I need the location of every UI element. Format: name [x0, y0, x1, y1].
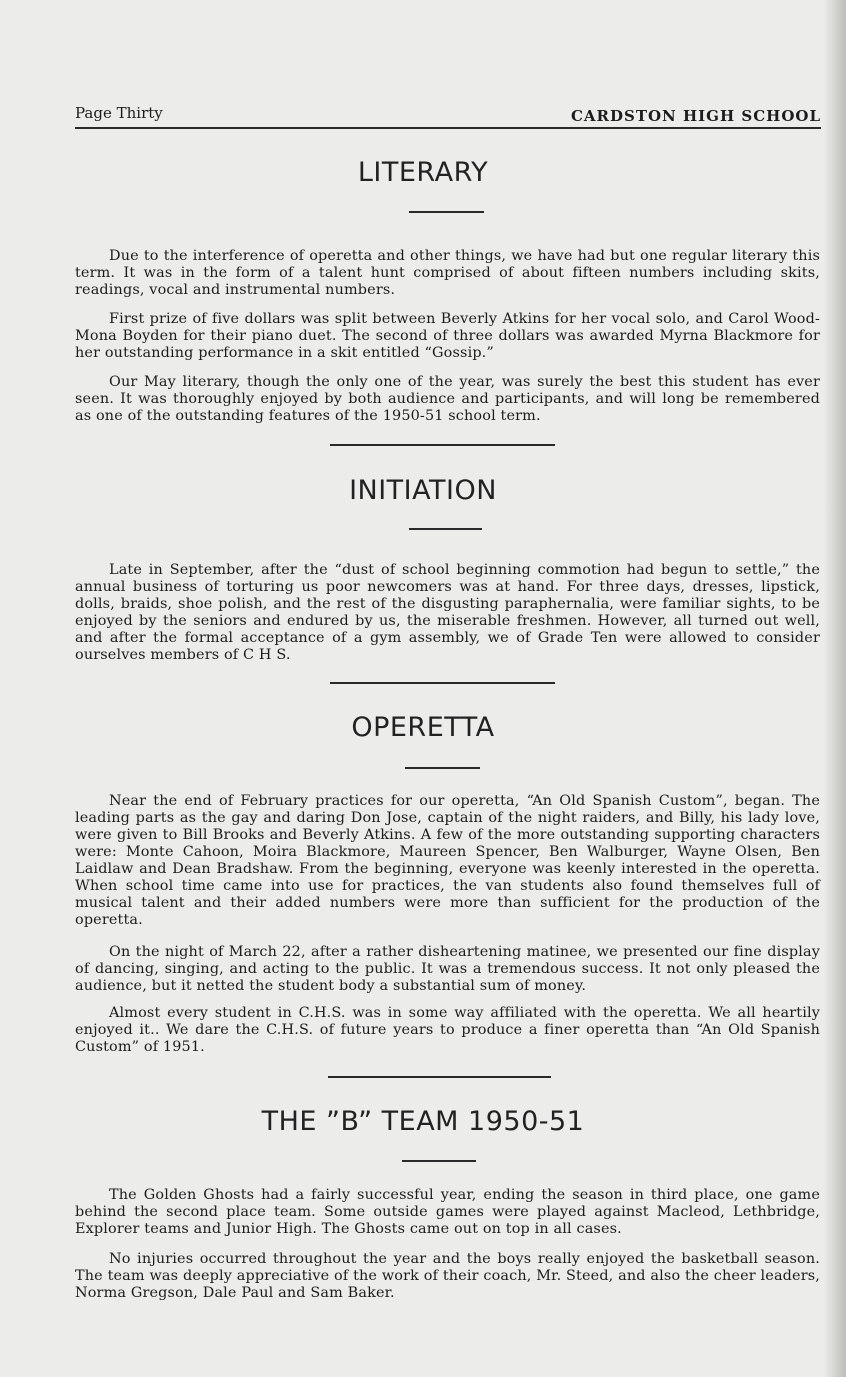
- page-number: Page Thirty: [75, 104, 163, 122]
- title-underline: [409, 211, 484, 213]
- b-team-paragraph-2: No injuries occurred throughout the year and the boys really enjoyed the basketball season. The team was deeply appreciative of the work of their coach, Mr. Steed, and also the cheer leaders, Norma Gregson, Dale Paul and Sam Baker.: [75, 1251, 820, 1301]
- literary-paragraph-2: First prize of five dollars was split between Beverly Atkins for her vocal solo, and Carol Wood-Mona Boyden for their piano duet. The second of three dollars was awarded Myrna Blackmore for her outstanding performance in a skit entitled “Gossip.”: [75, 311, 820, 361]
- title-underline: [402, 1160, 476, 1162]
- title-underline: [409, 528, 482, 530]
- operetta-paragraph-2: On the night of March 22, after a rather disheartening matinee, we presented our fine display of dancing, singing, and acting to the public. It was a tremendous success. It not only pleased the audience, but it netted the student body a substantial sum of money.: [75, 944, 820, 994]
- header-rule: [75, 127, 821, 129]
- page-header: [75, 104, 821, 126]
- section-title-b-team: THE ”B” TEAM 1950-51: [261, 1106, 585, 1137]
- section-title-initiation: INITIATION: [349, 475, 497, 506]
- operetta-paragraph-1: Near the end of February practices for our operetta, “An Old Spanish Custom”, began. The leading parts as the gay and daring Don Jose, captain of the night raiders, and Billy, his lady love, were given to Bill Brooks and Beverly Atkins. A few of the more outstanding supporting characters were: Monte Cahoon, Moira Blackmore, Maureen Spencer, Ben Walburger, Wayne Olsen, Ben Laidlaw and Dean Bradshaw. From the beginning, everyone was keenly interested in the operetta. When school time came into use for practices, the van students also found themselves full of musical talent and their added numbers were more than sufficient for the production of the operetta.: [75, 793, 820, 928]
- page-edge-shadow: [824, 0, 846, 1377]
- literary-paragraph-1: Due to the interference of operetta and other things, we have had but one regular literary this term. It was in the form of a talent hunt comprised of about fifteen numbers including skits, readings, vocal and instrumental numbers.: [75, 248, 820, 298]
- operetta-paragraph-3: Almost every student in C.H.S. was in some way affiliated with the operetta. We all heartily enjoyed it.. We dare the C.H.S. of future years to produce a finer operetta than “An Old Spanish Custom” of 1951.: [75, 1005, 820, 1055]
- section-divider: [330, 444, 555, 446]
- b-team-paragraph-1: The Golden Ghosts had a fairly successful year, ending the season in third place, one game behind the second place team. Some outside games were played against Macleod, Lethbridge, Explorer teams and Junior High. The Ghosts came out on top in all cases.: [75, 1187, 820, 1237]
- school-name: CARDSTON HIGH SCHOOL: [570, 107, 821, 125]
- section-title-literary: LITERARY: [357, 157, 489, 188]
- section-divider: [328, 1076, 551, 1078]
- section-divider: [330, 682, 555, 684]
- literary-paragraph-3: Our May literary, though the only one of the year, was surely the best this student has ever seen. It was thoroughly enjoyed by both audience and participants, and will long be remembered as one of the outstanding features of the 1950-51 school term.: [75, 374, 820, 424]
- title-underline: [405, 767, 480, 769]
- section-title-operetta: OPERETTA: [351, 712, 495, 743]
- initiation-paragraph: Late in September, after the “dust of school beginning commotion had begun to settle,” the annual business of torturing us poor newcomers was at hand. For three days, dresses, lipstick, dolls, braids, shoe polish, and the rest of the disgusting paraphernalia, were familiar sights, to be enjoyed by the seniors and endured by us, the miserable freshmen. However, all turned out well, and after the formal acceptance of a gym assembly, we of Grade Ten were allowed to consider ourselves members of C H S.: [75, 562, 820, 663]
